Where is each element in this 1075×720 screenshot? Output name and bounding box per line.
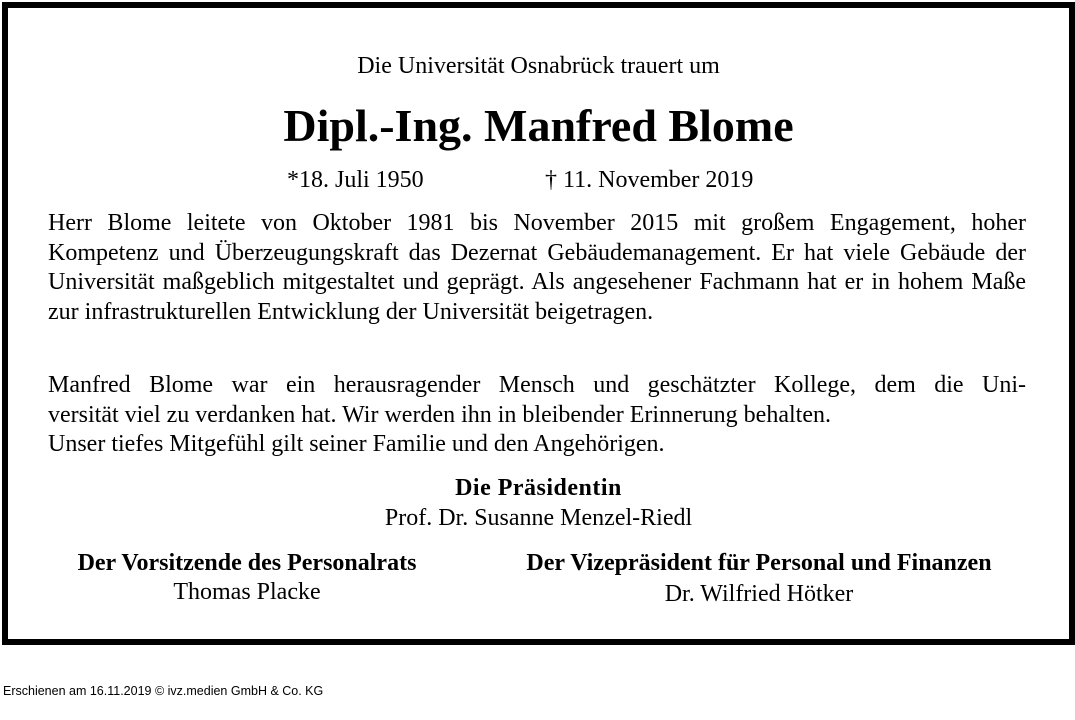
deceased-name: Dipl.-Ing. Manfred Blome [283, 100, 794, 151]
condolence-line: Manfred Blome war ein herausragender Mensch und geschätzter Kollege, dem die Uni- [48, 372, 1026, 398]
president-name: Prof. Dr. Susanne Menzel-Riedl [384, 505, 693, 531]
staff-council-name: Thomas Placke [173, 579, 321, 605]
staff-council-title: Der Vorsitzende des Personalrats [77, 550, 417, 576]
tribute-paragraph: Herr Blome leitete von Oktober 1981 bis November 2015 mit großem Engagement, hoher Kompetenz und Überzeugungskraft das Dezernat Gebäudemanagement. Er hat viele Gebäude der Universität maßgeblich mitgestaltet und geprägt. Als angesehener Fachmann hat er in hohem Maße zur infrastrukturellen Entwicklung der Universität beigetragen. [48, 210, 1026, 325]
condolence-line: Unser tiefes Mitgefühl gilt seiner Familie und den Angehörigen. [48, 431, 665, 457]
condolence-paragraph [48, 371, 1026, 460]
death-date: † 11. November 2019 [545, 167, 754, 193]
president-title: Die Präsidentin [455, 475, 622, 501]
vice-president-title: Der Vizepräsident für Personal und Finanzen [526, 550, 992, 576]
birth-date: *18. Juli 1950 [287, 167, 424, 193]
vice-president-name: Dr. Wilfried Hötker [664, 581, 854, 607]
intro-line: Die Universität Osnabrück trauert um [357, 53, 720, 79]
obituary-notice [2, 2, 1075, 645]
publication-footer: Erschienen am 16.11.2019 © ivz.medien GmbH & Co. KG [3, 684, 324, 698]
condolence-line: versität viel zu verdanken hat. Wir werden ihn in bleibender Erinnerung behalten. [48, 401, 831, 428]
